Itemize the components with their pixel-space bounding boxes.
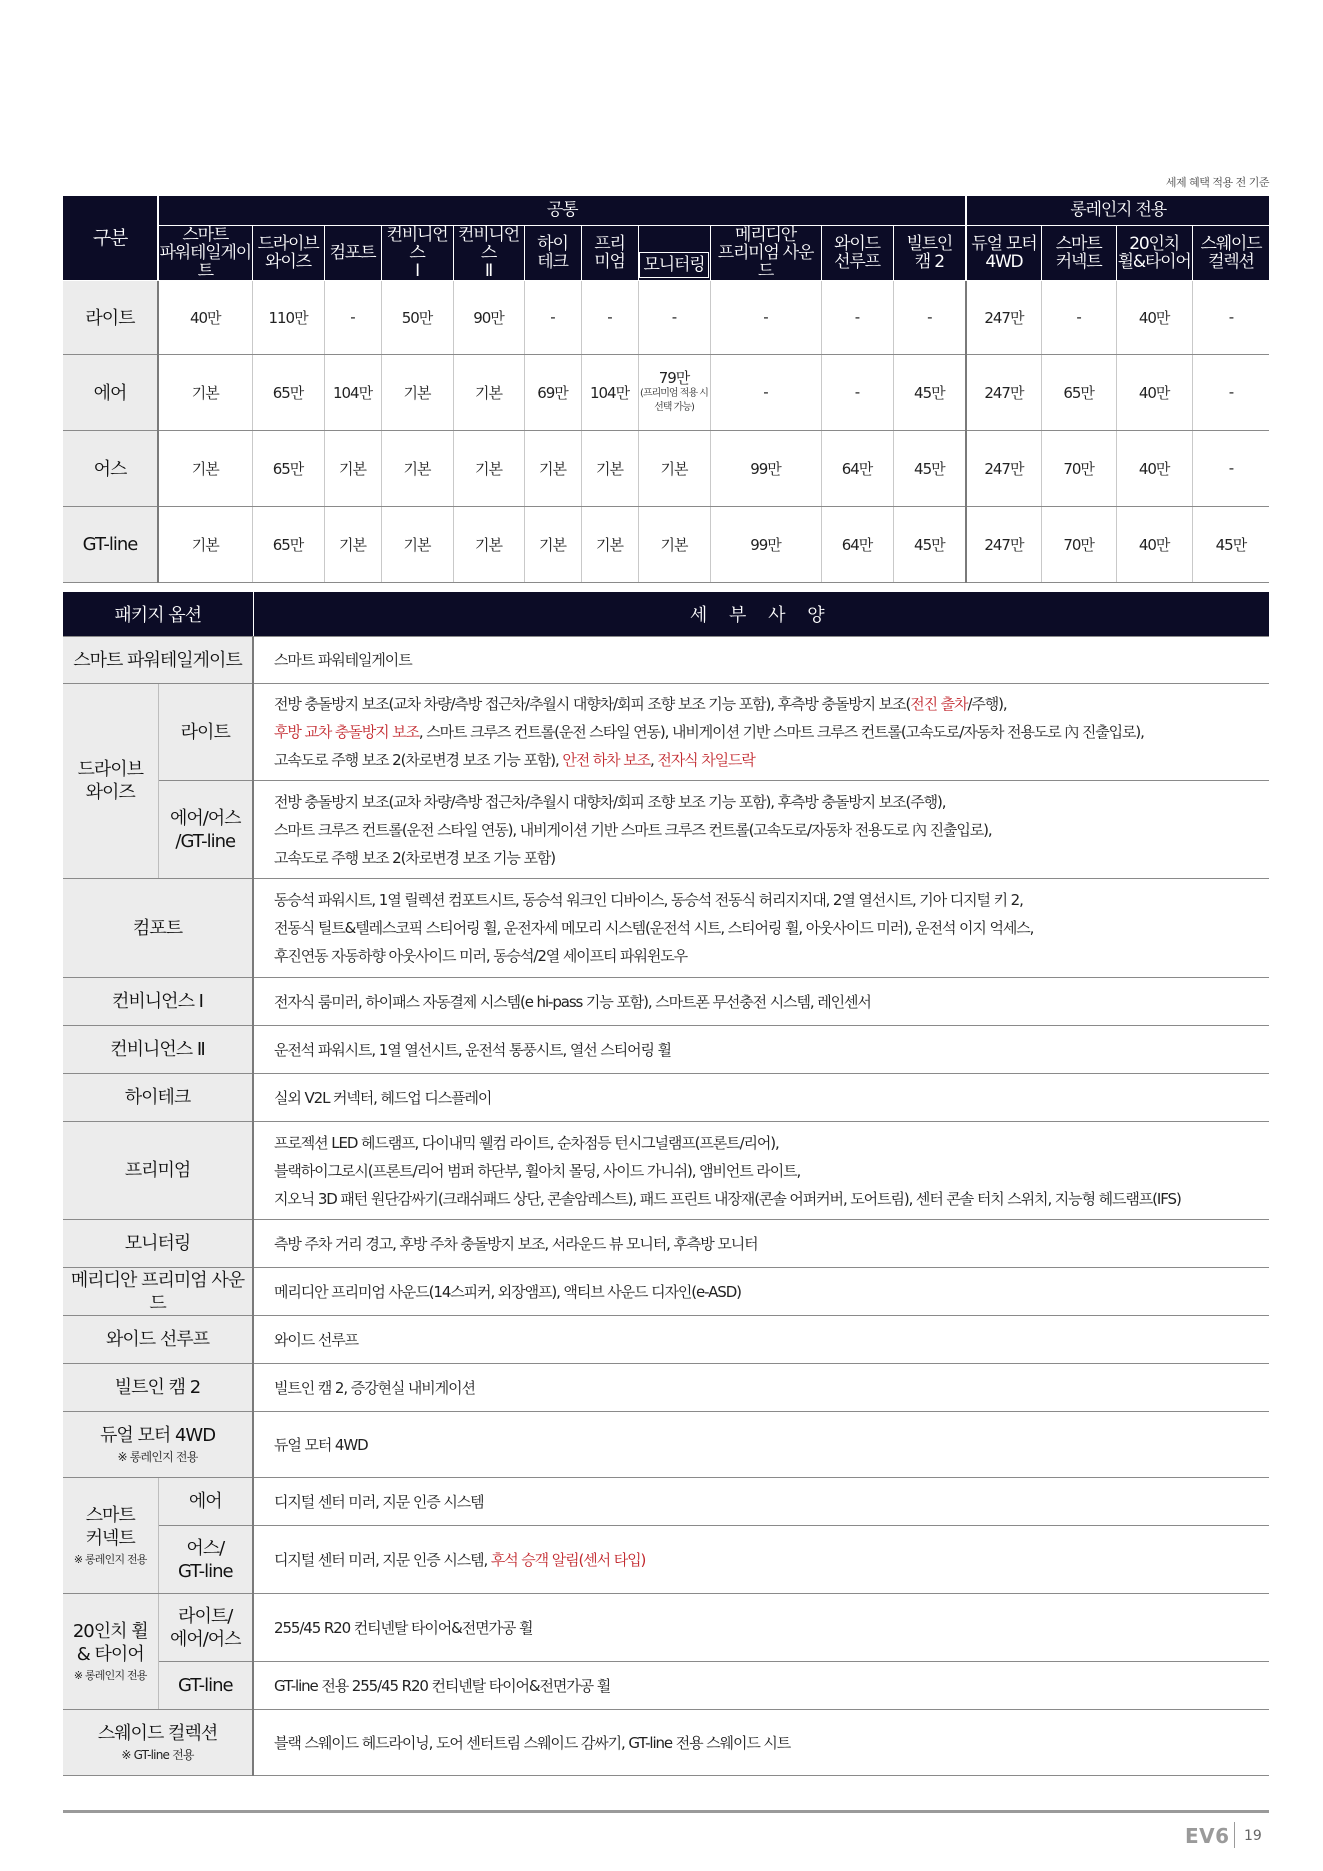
package-row-monitoring bbox=[63, 1220, 1269, 1268]
package-row-premium bbox=[63, 1122, 1269, 1220]
price-cell: 45만 bbox=[893, 430, 966, 506]
package-row-builtin-cam bbox=[63, 1364, 1269, 1412]
price-cell: - bbox=[1192, 354, 1269, 430]
package-row-convenience-1 bbox=[63, 978, 1269, 1026]
price-cell: 65만 bbox=[1041, 354, 1116, 430]
package-name: 듀얼 모터 4WD ※ 롱레인지 전용 bbox=[63, 1412, 253, 1478]
price-cell: 64만 bbox=[821, 430, 893, 506]
page-number-divider bbox=[1234, 1822, 1235, 1848]
package-detail: 실외 V2L 커넥터, 헤드업 디스플레이 bbox=[253, 1074, 1269, 1122]
price-cell: 기본 bbox=[453, 354, 524, 430]
price-cell: 247만 bbox=[966, 280, 1041, 354]
header-detail-spec: 세 부 사 양 bbox=[253, 592, 1269, 637]
package-detail-table bbox=[63, 592, 1269, 1776]
restriction-note: ※ 롱레인지 전용 bbox=[117, 1450, 198, 1464]
package-detail: 디지털 센터 미러, 지문 인증 시스템, 후석 승객 알림(센서 타입) bbox=[253, 1526, 1269, 1594]
price-cell: 45만 bbox=[893, 354, 966, 430]
price-cell: 247만 bbox=[966, 506, 1041, 582]
restriction-note: ※ 롱레인지 전용 bbox=[73, 1552, 147, 1566]
header-package-option: 패키지 옵션 bbox=[63, 592, 253, 637]
price-cell: 40만 bbox=[1116, 280, 1192, 354]
col-header-comfort: 컴포트 bbox=[324, 225, 381, 280]
price-cell: 247만 bbox=[966, 354, 1041, 430]
package-detail: 255/45 R20 컨티넨탈 타이어&전면가공 휠 bbox=[253, 1594, 1269, 1662]
trim-row-light bbox=[63, 280, 1269, 354]
restriction-note: ※ GT-line 전용 bbox=[121, 1748, 194, 1762]
trim-row-earth bbox=[63, 430, 1269, 506]
col-header-wide-sunroof: 와이드 선루프 bbox=[821, 225, 893, 280]
col-header-monitoring: 모니터링 bbox=[638, 225, 710, 280]
trim-sub-label: GT-line bbox=[158, 1662, 253, 1710]
package-name: 모니터링 bbox=[63, 1220, 253, 1268]
price-cell: - bbox=[638, 280, 710, 354]
package-row-wheel-b bbox=[63, 1662, 1269, 1710]
package-detail: 전방 충돌방지 보조(교차 차량/측방 접근차/추월시 대향차/회피 조향 보조 기능 포함), 후측방 충돌방지 보조(전진 출차/주행), 후방 교차 충돌방지 보조, 스마트 크루즈 컨트롤(운전 스타일 연동), 내비게이션 기반 스마트 크루즈 컨트롤(고속도로/자동차 전용도로 內 진출입로), 고속도로 주행 보조 2(차로변경 보조 기능 포함), 안전 하차 보조, 전자식 차일드락 bbox=[253, 684, 1269, 781]
package-detail: 빌트인 캠 2, 증강현실 내비게이션 bbox=[253, 1364, 1269, 1412]
col-header-dual-motor: 듀얼 모터 4WD bbox=[966, 225, 1041, 280]
price-cell: 247만 bbox=[966, 430, 1041, 506]
trim-sub-label: 어스/ GT-line bbox=[158, 1526, 253, 1594]
price-cell: 50만 bbox=[381, 280, 453, 354]
price-cell: - bbox=[324, 280, 381, 354]
package-detail: 와이드 선루프 bbox=[253, 1316, 1269, 1364]
price-cell: 기본 bbox=[581, 506, 638, 582]
package-detail: 전방 충돌방지 보조(교차 차량/측방 접근차/추월시 대향차/회피 조향 보조 기능 포함), 후측방 충돌방지 보조(주행), 스마트 크루즈 컨트롤(운전 스타일 연동), 내비게이션 기반 스마트 크루즈 컨트롤(고속도로/자동차 전용도로 內 진출입로), 고속도로 주행 보조 2(차로변경 보조 기능 포함) bbox=[253, 781, 1269, 879]
package-row-wide-sunroof bbox=[63, 1316, 1269, 1364]
price-cell: 90만 bbox=[453, 280, 524, 354]
price-cell-monitoring bbox=[638, 354, 710, 430]
tax-note: 세제 혜택 적용 전 기준 bbox=[1165, 176, 1269, 189]
price-cell: 69만 bbox=[524, 354, 581, 430]
price-cell: 40만 bbox=[1116, 430, 1192, 506]
monitoring-condition-note: (프리미엄 적용 시 선택 가능) bbox=[640, 388, 708, 413]
package-detail: 디지털 센터 미러, 지문 인증 시스템 bbox=[253, 1478, 1269, 1526]
price-cell: 기본 bbox=[381, 354, 453, 430]
trim-sub-label: 라이트/ 에어/어스 bbox=[158, 1594, 253, 1662]
package-detail: 듀얼 모터 4WD bbox=[253, 1412, 1269, 1478]
trim-label: 어스 bbox=[63, 430, 158, 506]
package-row-hitech bbox=[63, 1074, 1269, 1122]
corner-header: 구분 bbox=[63, 196, 158, 280]
package-row-meridian bbox=[63, 1268, 1269, 1316]
col-header-20inch-wheel: 20인치 휠&타이어 bbox=[1116, 225, 1192, 280]
package-name: 빌트인 캠 2 bbox=[63, 1364, 253, 1412]
trim-sub-label: 에어 bbox=[158, 1478, 253, 1526]
trim-label: 에어 bbox=[63, 354, 158, 430]
package-name: 컨비니언스 Ⅰ bbox=[63, 978, 253, 1026]
package-detail: GT-line 전용 255/45 R20 컨티넨탈 타이어&전면가공 휠 bbox=[253, 1662, 1269, 1710]
price-cell: 64만 bbox=[821, 506, 893, 582]
col-header-smart-connect: 스마트 커넥트 bbox=[1041, 225, 1116, 280]
col-header-smart-tailgate: 스마트 파워테일게이트 bbox=[159, 225, 251, 280]
package-detail: 메리디안 프리미엄 사운드(14스피커, 외장앰프), 액티브 사운드 디자인(e-ASD) bbox=[253, 1268, 1269, 1316]
highlight-text: 후방 교차 충돌방지 보조 bbox=[274, 723, 419, 741]
package-name: 메리디안 프리미엄 사운드 bbox=[63, 1268, 253, 1316]
brand-label: EV6 bbox=[1185, 1824, 1230, 1848]
option-price-table bbox=[63, 196, 1269, 583]
package-name: 드라이브 와이즈 bbox=[63, 684, 158, 879]
col-header-convenience-2: 컨비니언스 Ⅱ bbox=[453, 225, 524, 280]
package-row-drive-wise-light bbox=[63, 684, 1269, 781]
price-cell: 104만 bbox=[581, 354, 638, 430]
highlight-text: 전진 출차 bbox=[910, 695, 968, 713]
price-cell: 기본 bbox=[158, 506, 252, 582]
price-cell: 45만 bbox=[893, 506, 966, 582]
page-number: 19 bbox=[1244, 1828, 1262, 1844]
group-header-common: 공통 bbox=[158, 196, 966, 225]
col-header-premium: 프리 미엄 bbox=[581, 225, 638, 280]
price-cell: 기본 bbox=[581, 430, 638, 506]
package-detail: 측방 주차 거리 경고, 후방 주차 충돌방지 보조, 서라운드 뷰 모니터, 후측방 모니터 bbox=[253, 1220, 1269, 1268]
price-cell: - bbox=[581, 280, 638, 354]
price-cell: - bbox=[1192, 430, 1269, 506]
trim-row-air bbox=[63, 354, 1269, 430]
restriction-note: ※ 롱레인지 전용 bbox=[73, 1668, 147, 1682]
package-name: 스마트 파워테일게이트 bbox=[63, 637, 253, 684]
package-row-smart-tailgate bbox=[63, 637, 1269, 684]
price-cell: 70만 bbox=[1041, 430, 1116, 506]
package-detail: 동승석 파워시트, 1열 릴렉션 컴포트시트, 동승석 워크인 디바이스, 동승석 전동식 허리지지대, 2열 열선시트, 기아 디지털 키 2, 전동식 틸트&텔레스코픽 스티어링 휠, 운전자세 메모리 시스템(운전석 시트, 스티어링 휠, 아웃사이드 미러), 운전석 이지 억세스, 후진연동 자동하향 아웃사이드 미러, 동승석/2열 세이프티 파워윈도우 bbox=[253, 879, 1269, 978]
package-row-smart-connect-air bbox=[63, 1478, 1269, 1526]
package-detail: 전자식 룸미러, 하이패스 자동결제 시스템(e hi-pass 기능 포함), 스마트폰 무선충전 시스템, 레인센서 bbox=[253, 978, 1269, 1026]
price-cell: 40만 bbox=[158, 280, 252, 354]
package-name: 와이드 선루프 bbox=[63, 1316, 253, 1364]
price-cell: 기본 bbox=[524, 430, 581, 506]
price-value: 79만 bbox=[658, 369, 690, 387]
price-cell: 110만 bbox=[252, 280, 324, 354]
col-header-drive-wise: 드라이브 와이즈 bbox=[252, 225, 324, 280]
price-cell: 70만 bbox=[1041, 506, 1116, 582]
footer-divider bbox=[63, 1810, 1269, 1813]
price-cell: 104만 bbox=[324, 354, 381, 430]
package-name: 20인치 휠 & 타이어 ※ 롱레인지 전용 bbox=[63, 1594, 158, 1710]
package-detail: 스마트 파워테일게이트 bbox=[253, 637, 1269, 684]
group-header-long-range: 롱레인지 전용 bbox=[966, 196, 1269, 225]
price-cell: 기본 bbox=[453, 430, 524, 506]
trim-label: GT-line bbox=[63, 506, 158, 582]
price-cell: - bbox=[821, 280, 893, 354]
col-header-builtin-cam: 빌트인 캠 2 bbox=[893, 225, 966, 280]
price-cell: 45만 bbox=[1192, 506, 1269, 582]
package-name: 스웨이드 컬렉션 ※ GT-line 전용 bbox=[63, 1710, 253, 1776]
price-cell: 기본 bbox=[324, 430, 381, 506]
price-cell: 65만 bbox=[252, 354, 324, 430]
trim-row-gt-line bbox=[63, 506, 1269, 582]
col-header-meridian: 메리디안 프리미엄 사운드 bbox=[710, 225, 821, 280]
trim-sub-label: 라이트 bbox=[158, 684, 253, 781]
package-row-suede bbox=[63, 1710, 1269, 1776]
price-cell: 65만 bbox=[252, 506, 324, 582]
trim-label: 라이트 bbox=[63, 280, 158, 354]
package-row-wheel-a bbox=[63, 1594, 1269, 1662]
package-row-smart-connect-earth bbox=[63, 1526, 1269, 1594]
price-cell: - bbox=[1041, 280, 1116, 354]
highlight-text: 안전 하차 보조 bbox=[562, 751, 651, 769]
package-name: 스마트 커넥트 ※ 롱레인지 전용 bbox=[63, 1478, 158, 1594]
price-cell: 기본 bbox=[324, 506, 381, 582]
package-row-comfort bbox=[63, 879, 1269, 978]
package-name: 컴포트 bbox=[63, 879, 253, 978]
package-name: 프리미엄 bbox=[63, 1122, 253, 1220]
price-cell: 99만 bbox=[710, 506, 821, 582]
package-detail: 프로젝션 LED 헤드램프, 다이내믹 웰컴 라이트, 순차점등 턴시그널램프(프론트/리어), 블랙하이그로시(프론트/리어 범퍼 하단부, 휠아치 몰딩, 사이드 가니쉬), 앰비언트 라이트, 지오닉 3D 패턴 원단감싸기(크래쉬패드 상단, 콘솔암레스트), 패드 프린트 내장재(콘솔 어퍼커버, 도어트림), 센터 콘솔 터치 스위치, 지능형 헤드램프(IFS) bbox=[253, 1122, 1269, 1220]
price-cell: 65만 bbox=[252, 430, 324, 506]
price-cell: 기본 bbox=[638, 506, 710, 582]
price-cell: 기본 bbox=[638, 430, 710, 506]
package-row-convenience-2 bbox=[63, 1026, 1269, 1074]
package-detail: 블랙 스웨이드 헤드라이닝, 도어 센터트림 스웨이드 감싸기, GT-line 전용 스웨이드 시트 bbox=[253, 1710, 1269, 1776]
price-cell: 기본 bbox=[381, 430, 453, 506]
price-cell: - bbox=[710, 354, 821, 430]
package-name: 하이테크 bbox=[63, 1074, 253, 1122]
price-cell: - bbox=[893, 280, 966, 354]
price-cell: 40만 bbox=[1116, 506, 1192, 582]
price-cell: - bbox=[524, 280, 581, 354]
package-detail: 운전석 파워시트, 1열 열선시트, 운전석 통풍시트, 열선 스티어링 휠 bbox=[253, 1026, 1269, 1074]
package-name: 컨비니언스 Ⅱ bbox=[63, 1026, 253, 1074]
price-cell: 기본 bbox=[158, 354, 252, 430]
price-cell: - bbox=[1192, 280, 1269, 354]
trim-sub-label: 에어/어스 /GT-line bbox=[158, 781, 253, 879]
col-header-hitech: 하이 테크 bbox=[524, 225, 581, 280]
price-cell: 기본 bbox=[524, 506, 581, 582]
package-row-drive-wise-air bbox=[63, 781, 1269, 879]
price-cell: - bbox=[710, 280, 821, 354]
package-row-dual-motor bbox=[63, 1412, 1269, 1478]
price-cell: 기본 bbox=[381, 506, 453, 582]
price-cell: 기본 bbox=[453, 506, 524, 582]
highlight-text: 후석 승객 알림(센서 타입) bbox=[490, 1550, 646, 1569]
price-cell: 기본 bbox=[158, 430, 252, 506]
col-header-convenience-1: 컨비니언스 Ⅰ bbox=[381, 225, 453, 280]
price-cell: - bbox=[821, 354, 893, 430]
col-header-suede: 스웨이드 컬렉션 bbox=[1192, 225, 1269, 280]
price-cell: 40만 bbox=[1116, 354, 1192, 430]
highlight-text: 전자식 차일드락 bbox=[657, 751, 755, 769]
price-cell: 99만 bbox=[710, 430, 821, 506]
